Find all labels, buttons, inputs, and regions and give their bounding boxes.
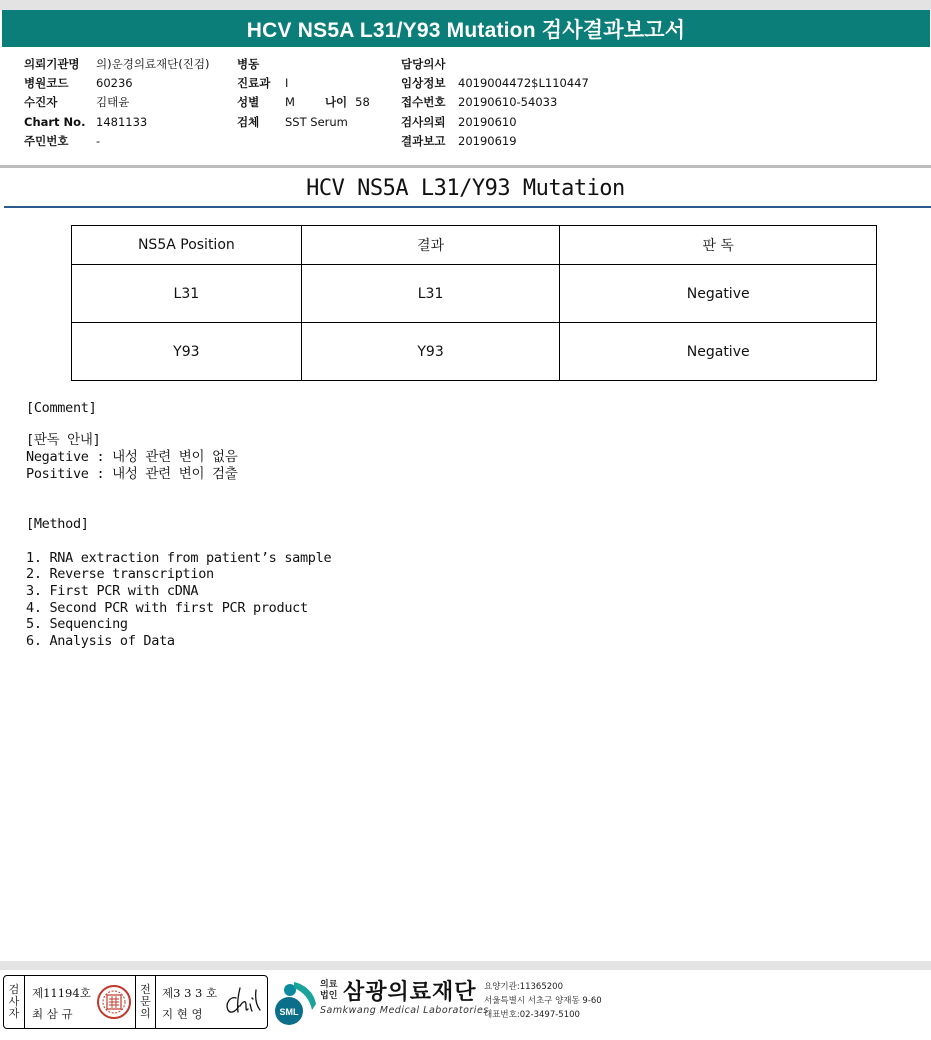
method-step: 3. First PCR with cDNA: [26, 583, 199, 599]
patient-info-col1: [24, 54, 209, 150]
specialist-label: [135, 976, 156, 1028]
info-label: 임상정보: [401, 75, 446, 90]
guide-line: Positive : 내성 관련 변이 검출: [26, 466, 238, 482]
examiner-license: 제11194호: [32, 986, 91, 1000]
info-row-institution: [24, 54, 209, 73]
method-heading: [Method]: [26, 516, 89, 532]
interpretation-cell: Negative: [560, 323, 877, 381]
handwritten-signature-icon: [222, 984, 266, 1020]
examiner-name: 최 삼 규: [32, 1007, 73, 1021]
org-type-line: 법인: [320, 991, 338, 1001]
result-cell: Y93: [301, 323, 560, 381]
document-title: HCV NS5A L31/Y93 Mutation: [306, 176, 625, 201]
info-label: 접수번호: [401, 95, 446, 110]
info-row-patient: [24, 93, 209, 112]
info-label: 주민번호: [24, 133, 69, 148]
info-label: 수진자: [24, 95, 58, 110]
report-title-bar: [2, 10, 930, 47]
table-row: [72, 323, 877, 381]
specialist-label-char: 문: [140, 995, 151, 1008]
info-value: 1481133: [96, 114, 148, 129]
org-type-line: 의료: [320, 980, 338, 990]
specialist-name: 지 현 영: [162, 1007, 203, 1021]
examiner-label-char: 사: [8, 995, 20, 1008]
info-row-department: [237, 73, 370, 92]
info-value: 60236: [96, 75, 133, 90]
info-row-clinical-info: [401, 73, 589, 92]
info-value: -: [96, 133, 101, 148]
info-label: 결과보고: [401, 133, 446, 148]
info-label: 검체: [237, 114, 260, 129]
info-row-accession-no: [401, 93, 589, 112]
info-row-sex-age: [237, 93, 370, 112]
info-value: 의)운경의료재단(진검): [96, 56, 210, 71]
info-value: SST Serum: [285, 114, 348, 129]
info-row-chart-no: [24, 112, 209, 131]
position-cell: Y93: [72, 323, 302, 381]
title-divider: [4, 206, 931, 208]
info-value: I: [285, 75, 289, 90]
info-row-report-date: [401, 131, 589, 150]
header-separator: [0, 165, 931, 168]
info-label: 병원코드: [24, 75, 69, 90]
method-step: 4. Second PCR with first PCR product: [26, 600, 308, 616]
comment-heading: [Comment]: [26, 400, 97, 416]
position-cell: L31: [72, 265, 302, 323]
footer-band: [0, 961, 931, 970]
info-value: 4019004472$L110447: [458, 75, 589, 90]
guide-line: Negative : 내성 관련 변이 없음: [26, 449, 238, 465]
method-step: 6. Analysis of Data: [26, 633, 175, 649]
report-title: HCV NS5A L31/Y93 Mutation 검사결과보고서: [246, 18, 686, 42]
info-label: 의뢰기관명: [24, 56, 80, 71]
org-info-line: 요양기관:11365200: [484, 982, 563, 992]
guide-heading: [판독 안내]: [26, 432, 101, 448]
patient-info-col3: [401, 54, 589, 150]
org-info-line: 대표번호:02-3497-5100: [484, 1010, 580, 1020]
table-header-row: [72, 226, 877, 265]
info-row-physician: [401, 54, 589, 73]
signature-box: [3, 975, 268, 1029]
info-label: Chart No.: [24, 114, 86, 129]
info-value: 김태윤: [96, 95, 130, 110]
examiner-label-char: 자: [8, 1007, 20, 1020]
info-label: 성별: [237, 95, 260, 110]
org-english-name: Samkwang Medical Laboratories: [320, 1005, 489, 1016]
info-label: 담당의사: [401, 56, 446, 71]
method-step: 2. Reverse transcription: [26, 566, 214, 582]
patient-info-col2: [237, 54, 370, 131]
org-contact-info: [484, 980, 602, 1022]
info-label: 진료과: [237, 75, 271, 90]
org-name: 삼광의료재단: [343, 980, 477, 1005]
info-row-resident-no: [24, 131, 209, 150]
column-header: 판 독: [560, 226, 877, 265]
examiner-label: [4, 976, 25, 1028]
official-seal-icon: [96, 984, 132, 1020]
org-type: [320, 980, 337, 1002]
interpretation-cell: Negative: [560, 265, 877, 323]
info-label: 검사의뢰: [401, 114, 446, 129]
specialist-license: 제3 3 3 호: [162, 986, 218, 1000]
info-row-specimen: [237, 112, 370, 131]
column-header: NS5A Position: [72, 226, 302, 265]
sml-logo-icon: [272, 978, 320, 1026]
column-header: 결과: [301, 226, 560, 265]
info-label: 병동: [237, 56, 260, 71]
specialist-label-char: 의: [140, 1007, 151, 1020]
age-value: 58: [355, 95, 370, 110]
result-cell: L31: [301, 265, 560, 323]
info-row-ward: [237, 54, 370, 73]
info-value: 20190610: [458, 114, 517, 129]
results-table: [71, 225, 877, 381]
age-label: 나이: [324, 95, 348, 110]
info-row-hospital-code: [24, 73, 209, 92]
specialist-label-char: 전: [140, 983, 151, 996]
org-info-line: 서울특별시 서초구 양재동 9-60: [484, 996, 602, 1006]
info-value: M: [285, 95, 295, 110]
info-row-request-date: [401, 112, 589, 131]
method-step: 5. Sequencing: [26, 616, 128, 632]
method-step: 1. RNA extraction from patient’s sample: [26, 550, 332, 566]
examiner-label-char: 검: [8, 983, 20, 996]
info-value: 20190619: [458, 133, 517, 148]
logo-text: SML: [279, 1007, 299, 1017]
table-row: [72, 265, 877, 323]
info-value: 20190610-54033: [458, 95, 558, 110]
top-band: [0, 0, 931, 10]
